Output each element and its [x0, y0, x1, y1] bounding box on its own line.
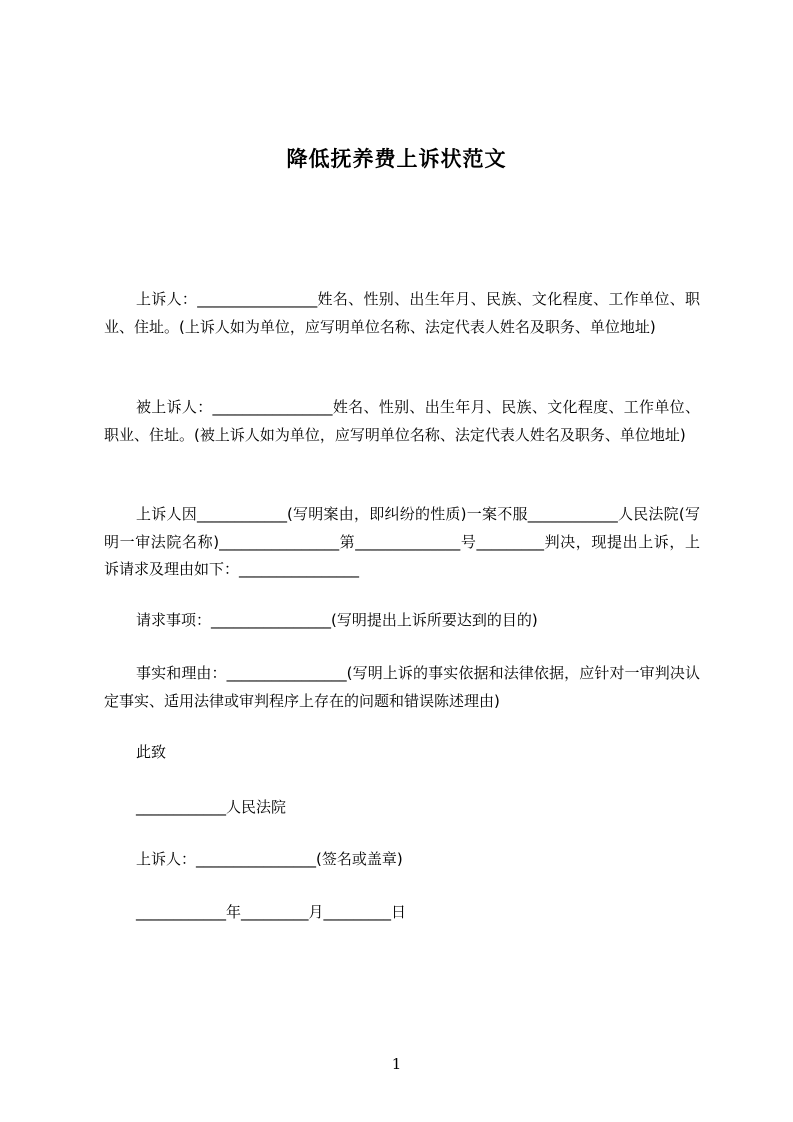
- court-line: ____________人民法院: [136, 798, 287, 816]
- date-line: ____________年_________月_________日: [136, 903, 407, 921]
- case-paragraph: 上诉人因____________(写明案由，即纠纷的性质)一案不服____________人民法院(写明一审法院名称)________________第______________号_________判决，现提出上诉，上诉请求及理由如下：________________: [104, 505, 700, 578]
- request-paragraph: 请求事项：________________(写明提出上诉所要达到的目的): [136, 611, 538, 629]
- facts-reasons-paragraph: 事实和理由：________________(写明上诉的事实依据和法律依据，应针对一审判决认定事实、适用法律或审判程序上存在的问题和错误陈述理由): [104, 664, 700, 710]
- closing-text: 此致: [136, 743, 167, 761]
- page-number: 1: [391, 1055, 402, 1073]
- signature-line: 上诉人：________________(签名或盖章): [136, 850, 403, 868]
- appellant-paragraph: 上诉人：________________姓名、性别、出生年月、民族、文化程度、工作单位、职业、住址。(上诉人如为单位，应写明单位名称、法定代表人姓名及职务、单位地址): [104, 290, 700, 336]
- page-title: 降低抚养费上诉状范文: [286, 147, 507, 171]
- appellee-paragraph: 被上诉人：________________姓名、性别、出生年月、民族、文化程度、工作单位、职业、住址。(被上诉人如为单位，应写明单位名称、法定代表人姓名及职务、单位地址): [104, 398, 700, 444]
